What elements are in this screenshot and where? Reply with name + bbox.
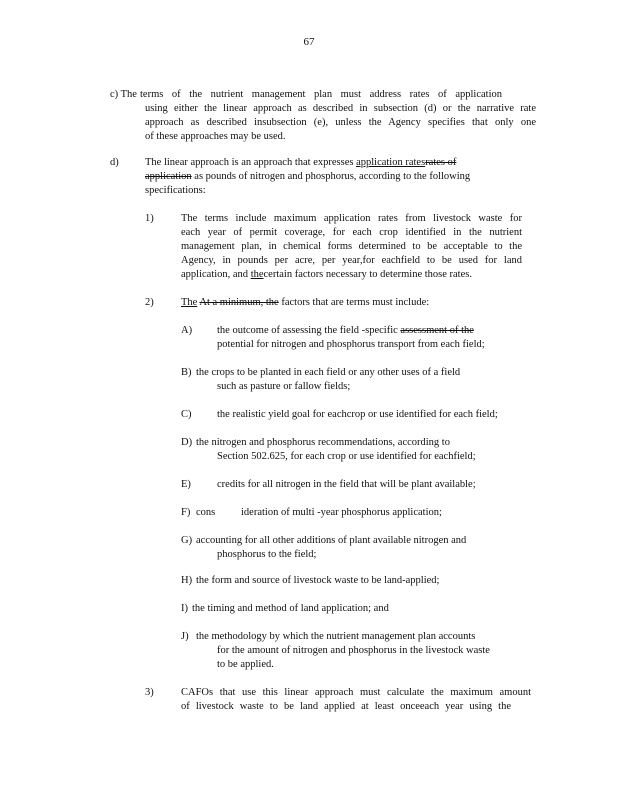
item-d-line-1: the nitrogen and phosphorus recommendations, according to <box>196 437 450 448</box>
item-g-line-1: accounting for all other additions of plant available nitrogen and <box>196 535 467 546</box>
subparagraph-1-line-4: Agency, in pounds per acre, per year,for eachfield to be used for land <box>181 255 522 266</box>
subparagraph-2-line-1 <box>181 296 429 310</box>
paragraph-c-line-4: of these approaches may be used. <box>145 131 286 142</box>
item-h-line-1: the form and source of livestock waste to be land-applied; <box>196 575 440 586</box>
subparagraph-3-label: 3) <box>145 687 154 698</box>
item-e-label: E) <box>181 479 191 490</box>
item-j-line-3: to be applied. <box>217 659 274 670</box>
item-i-line-1: the timing and method of land application; and <box>192 603 389 614</box>
item-f-line-1b: ideration of multi -year phosphorus application; <box>241 507 442 518</box>
paragraph-d-line-1-text: The linear approach is an approach that expresses <box>145 157 354 168</box>
paragraph-d-label: d) <box>110 157 119 168</box>
item-a-line-2: potential for nitrogen and phosphorus transport from each field; <box>217 339 485 350</box>
item-j-line-1: the methodology by which the nutrient management plan accounts <box>196 631 476 642</box>
subparagraph-1-line-3: management plan, in chemical forms determined to be acceptable to the <box>181 241 522 252</box>
page-number: 67 <box>303 36 315 48</box>
paragraph-d-line-2-text: as pounds of nitrogen and phosphorus, according to the following <box>194 171 471 182</box>
subparagraph-3-line-1: CAFOs that use this linear approach must calculate the maximum amount <box>181 687 531 698</box>
item-f-line-1a: cons <box>196 507 216 518</box>
paragraph-d-line-2 <box>145 170 470 184</box>
paragraph-c-line-1: terms of the nutrient management plan must address rates of application <box>140 89 502 100</box>
item-g-label: G) <box>181 535 193 546</box>
inserted-text: The <box>181 297 198 308</box>
subparagraph-1-line-5 <box>181 268 472 282</box>
item-c-line-1: the realistic yield goal for eachcrop or use identified for each field; <box>217 409 498 420</box>
paragraph-c-label: c) The <box>110 89 137 100</box>
deleted-text: assessment of the <box>400 325 474 336</box>
item-a-label: A) <box>181 325 193 336</box>
subparagraph-1-line-2: each year of permit coverage, for each crop identified in the nutrient <box>181 227 522 238</box>
item-j-label: J) <box>181 631 189 642</box>
deleted-text: At a minimum, the <box>199 297 279 308</box>
item-i-label: I) <box>181 603 188 614</box>
subparagraph-2-label: 2) <box>145 297 154 308</box>
subparagraph-1-line-5-text: application, and <box>181 269 249 280</box>
subparagraph-1-line-1: The terms include maximum application rates from livestock waste for <box>181 213 522 224</box>
item-f-label: F) <box>181 507 191 518</box>
deleted-text: rates of <box>425 157 457 168</box>
paragraph-d-line-3: specifications: <box>145 185 206 196</box>
inserted-text: application rates <box>356 157 426 168</box>
item-a-line-1-text: the outcome of assessing the field -specific <box>217 325 398 336</box>
subparagraph-1-line-5-rest: certain factors necessary to determine those rates. <box>263 269 472 280</box>
subparagraph-2-line-1-text: factors that are terms must include: <box>281 297 430 308</box>
item-g-line-2: phosphorus to the field; <box>217 549 317 560</box>
deleted-text: application <box>145 171 192 182</box>
item-b-label: B) <box>181 367 192 378</box>
item-b-line-2: such as pasture or fallow fields; <box>217 381 351 392</box>
paragraph-d-line-1 <box>145 156 456 170</box>
paragraph-c-line-2: using either the linear approach as described in subsection (d) or the narrative rate <box>145 103 536 114</box>
subparagraph-3-line-2: of livestock waste to be land applied at least onceeach year using the <box>181 701 511 712</box>
item-a-line-1 <box>217 324 474 338</box>
paragraph-c-line-3: approach as described insubsection (e), unless the Agency specifies that only one <box>145 117 536 128</box>
item-b-line-1: the crops to be planted in each field or any other uses of a field <box>196 367 461 378</box>
subparagraph-1-label: 1) <box>145 213 154 224</box>
inserted-text: the <box>250 269 264 280</box>
item-c-label: C) <box>181 409 192 420</box>
item-d-label: D) <box>181 437 193 448</box>
item-e-line-1: credits for all nitrogen in the field that will be plant available; <box>217 479 476 490</box>
item-h-label: H) <box>181 575 193 586</box>
item-d-line-2: Section 502.625, for each crop or use identified for eachfield; <box>217 451 476 462</box>
item-j-line-2: for the amount of nitrogen and phosphorus in the livestock waste <box>217 645 490 656</box>
